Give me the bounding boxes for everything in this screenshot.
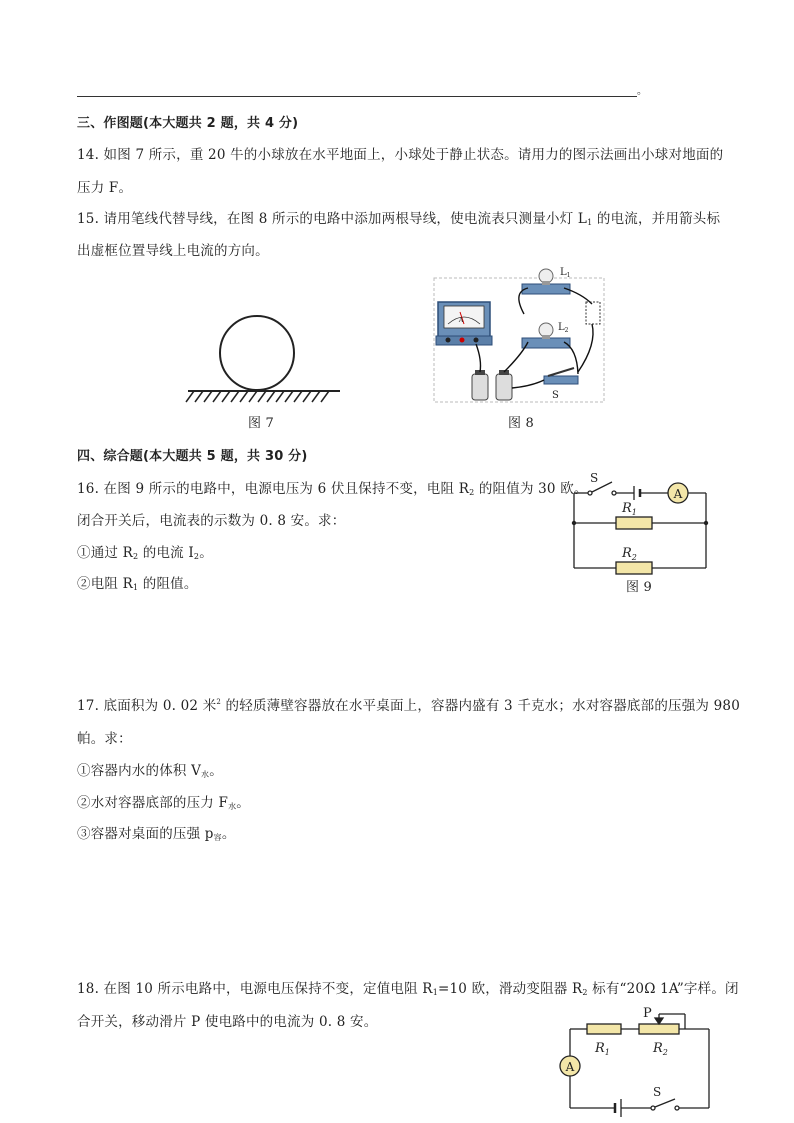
hatch-mark: [204, 391, 212, 402]
q17-item-2: ②水对容器底部的压力 $F_水$。: [77, 795, 250, 811]
answer-line: [77, 96, 637, 97]
q16-item-1: ①通过 $R_2$ 的电流 $I_2$。: [77, 545, 213, 561]
q16-line-1: 16. 在图 9 所示的电路中，电源电压为 6 伏且保持不变，电阻 $R_2$ 的阻值为 30 欧。: [77, 481, 588, 497]
figure-7: [180, 310, 350, 405]
figure-9-caption: 图 9: [626, 580, 653, 595]
ground-hatching: [186, 391, 329, 402]
q18-line-1: 18. 在图 10 所示电路中，电源电压保持不变，定值电阻 $R_1=10$ 欧，滑动变阻器 $R_2$ 标有“20Ω 1A”字样。闭: [77, 981, 739, 997]
q16-line-2: 闭合开关后，电流表的示数为 0. 8 安。求：: [77, 513, 346, 529]
q15-line-1: 15. 请用笔线代替导线，在图 8 所示的电路中添加两根导线，使电流表只测量小灯 $L_1$ 的电流，并用箭头标: [77, 211, 721, 227]
hatch-mark: [231, 391, 239, 402]
switch-label: S: [552, 390, 559, 401]
lamp-l1-label: $L_1$: [560, 267, 571, 279]
fig9-switch-label: S: [590, 471, 599, 485]
batteries: [472, 370, 512, 400]
lamp-l2-label: $L_2$: [558, 322, 569, 334]
r1-resistor: [616, 517, 652, 529]
dashed-box: [586, 302, 600, 324]
q15-line-2: 出虚框位置导线上电流的方向。: [77, 243, 269, 259]
fig10-r1-label: $R_1$: [595, 1041, 610, 1057]
ammeter: [436, 302, 492, 345]
hatch-mark: [312, 391, 320, 402]
junction-left: [572, 521, 576, 525]
fig10-r1-resistor: [587, 1024, 621, 1034]
fig10-ammeter-label: A: [565, 1060, 575, 1074]
figure-9: [566, 468, 716, 578]
q17-item-1: ①容器内水的体积 $V_水$。: [77, 763, 223, 779]
q17-item-3: ③容器对桌面的压强 $p_容$。: [77, 826, 236, 842]
figure-10: [555, 1004, 720, 1116]
r2-resistor: [616, 562, 652, 574]
junction-right: [704, 521, 708, 525]
q18-line-2: 合开关，移动滑片 P 使电路中的电流为 0. 8 安。: [77, 1014, 378, 1030]
q17-line-1: 17. 底面积为 0. 02 米$^2$ 的轻质薄壁容器放在水平桌面上，容器内盛有 3 千克水；水对容器底部的压强为 980: [77, 698, 740, 714]
fig10-r2-label: $R_2$: [653, 1041, 668, 1057]
figure-7-caption: 图 7: [248, 416, 275, 431]
fig10-switch-label: S: [653, 1085, 662, 1099]
hatch-mark: [267, 391, 275, 402]
figure-8-caption: 图 8: [508, 416, 535, 431]
q17-line-2: 帕。求：: [77, 731, 132, 747]
slider-arrow: [655, 1018, 663, 1024]
switch: [544, 368, 578, 384]
q16-item-2: ②电阻 $R_1$ 的阻值。: [77, 576, 198, 592]
q14-line-1: 14. 如图 7 所示，重 20 牛的小球放在水平地面上，小球处于静止状态。请用力的图示法画出小球对地面的: [77, 147, 724, 163]
fig10-r2-resistor: [639, 1024, 679, 1034]
switch-contact-right: [612, 491, 616, 495]
hatch-mark: [213, 391, 221, 402]
hatch-mark: [222, 391, 230, 402]
switch-contact-left: [588, 491, 592, 495]
section-4-heading: 四、综合题(本大题共 5 题，共 30 分): [77, 449, 308, 464]
hatch-mark: [258, 391, 266, 402]
ball: [220, 316, 294, 390]
hatch-mark: [249, 391, 257, 402]
hatch-mark: [276, 391, 284, 402]
figure-8: [432, 264, 612, 404]
ammeter-label: A: [458, 317, 464, 324]
fig10-switch-blade: [655, 1099, 675, 1107]
hatch-mark: [240, 391, 248, 402]
fig9-ammeter-label: A: [673, 487, 683, 501]
hatch-mark: [195, 391, 203, 402]
fig10-slider-label: P: [643, 1006, 652, 1021]
section-3-heading: 三、作图题(本大题共 2 题，共 4 分): [77, 116, 299, 131]
hatch-mark: [285, 391, 293, 402]
hatch-mark: [321, 391, 329, 402]
fig9-r2-label: $R_2$: [622, 546, 637, 562]
q14-line-2: 压力 F。: [77, 180, 133, 196]
answer-line-end: 。: [637, 86, 648, 97]
fig9-r1-label: $R_1$: [622, 501, 637, 517]
hatch-mark: [186, 391, 194, 402]
hatch-mark: [303, 391, 311, 402]
hatch-mark: [294, 391, 302, 402]
